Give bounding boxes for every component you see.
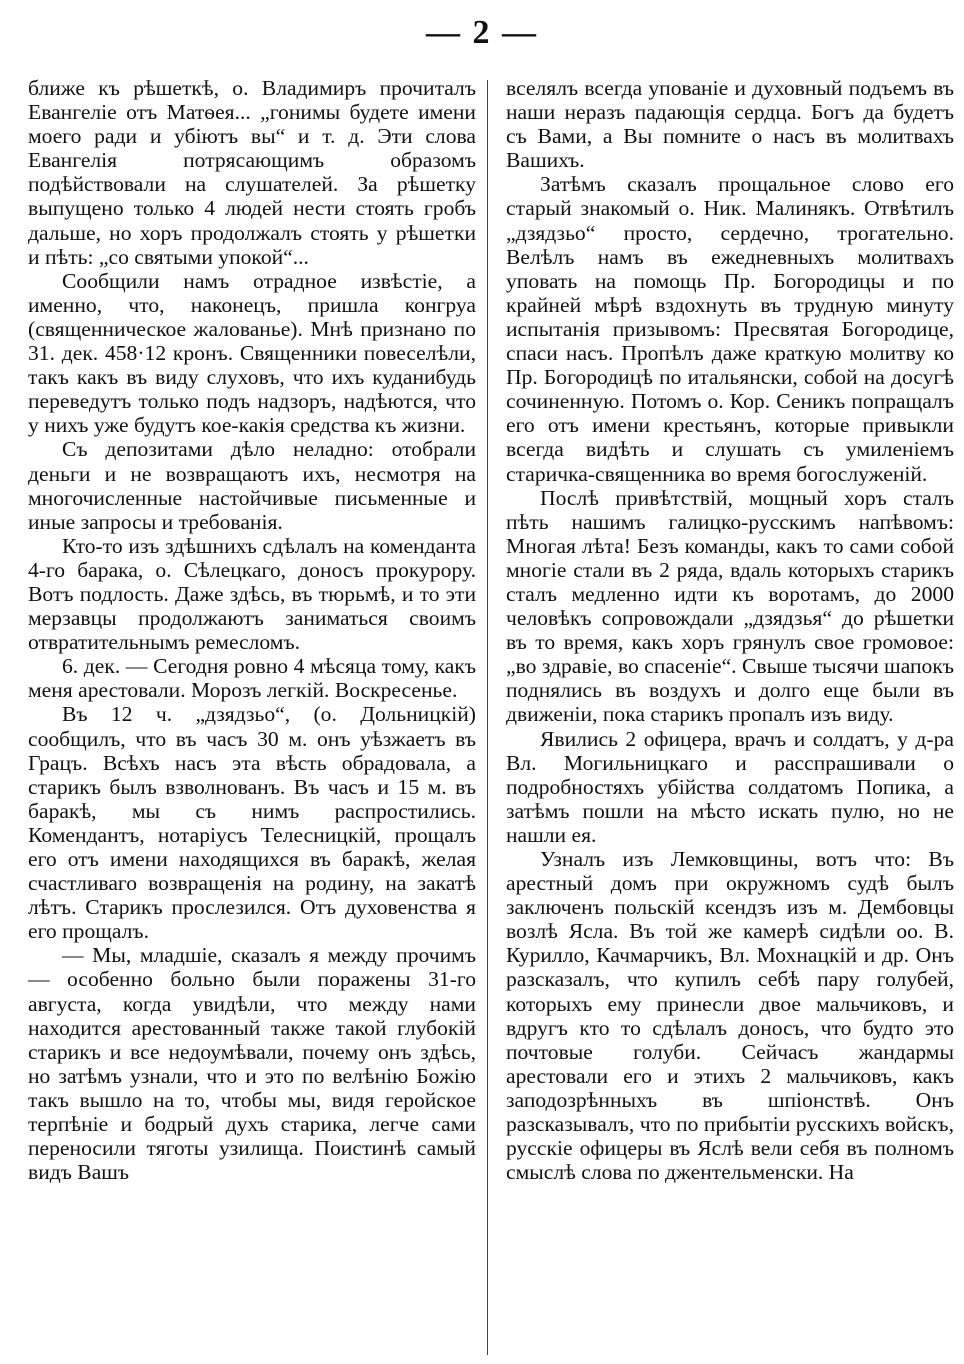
paragraph: вселялъ всегда упованіе и духовный подъемъ въ наши неразъ падающія сердца. Богъ да будетъ съ Вами, а Вы помните о насъ въ молитвахъ Вашихъ. — [506, 76, 954, 173]
text-column-left — [28, 76, 476, 1184]
paragraph: 6. дек. — Сегодня ровно 4 мѣсяца тому, какъ меня арестовали. Морозъ легкій. Воскресенье. — [28, 654, 476, 703]
paragraph: Съ депозитами дѣло неладно: отобрали деньги и не возвращаютъ ихъ, несмотря на многочисленные настойчивые письменные и иные запросы и требованія. — [28, 437, 476, 534]
text-column-right — [506, 76, 954, 1184]
paragraph: Послѣ привѣтствій, мощный хоръ сталъ пѣть нашимъ галицко-русскимъ напѣвомъ: Многая лѣта! Безъ команды, какъ то сами собой многіе стали въ 2 ряда, вдаль которыхъ старикъ сталъ медленно идти къ воротамъ, до 2000 человѣкъ сопровождали „дзядзья“ до рѣшетки въ то время, какъ хоръ грянулъ свое громовое: „во здравіе, во спасеніе“. Свыше тысячи шапокъ поднялись въ воздухъ и долго еще были въ движеніи, пока старикъ пропалъ изъ виду. — [506, 485, 954, 727]
paragraph: — Мы, младшіе, сказалъ я между прочимъ — особенно больно были поражены 31-го августа, когда увидѣли, что между нами находится арестованный также такой глубокій старикъ и все недоумѣвали, почему онъ здѣсь, но затѣмъ узнали, что и это по велѣнію Божію такъ вышло на то, чтобы мы, видя геройское терпѣніе и бодрый духъ старика, легче сами переносили тяготы узилища. Поистинѣ самый видъ Вашъ — [28, 943, 476, 1185]
paragraph: ближе къ рѣшеткѣ, о. Владимиръ прочиталъ Евангеліе отъ Матѳея... „гонимы будете имени моего ради и убіютъ вы“ и т. д. Эти слова Евангелія потрясающимъ образомъ подѣйствовали на слушателей. За рѣшетку выпущено только 4 людей нести стоять гробъ дальше, но хоръ продолжалъ стоять у рѣшетки и пѣть: „со святыми упокой“... — [28, 76, 476, 269]
paragraph: Въ 12 ч. „дзядзьо“, (о. Дольницкій) сообщилъ, что въ часъ 30 м. онъ уѣзжаетъ въ Грацъ. Всѣхъ насъ эта вѣсть обрадовала, а старикъ былъ взволнованъ. Въ часъ и 15 м. въ баракѣ, мы съ нимъ распростились. Комендантъ, нотаріусъ Телесницкій, прощалъ его отъ имени находящихся въ баракѣ, желая счастливаго возвращенія на родину, на закатѣ лѣтъ. Старикъ прослезился. Отъ духовенства я его прощалъ. — [28, 702, 476, 944]
paragraph: Кто-то изъ здѣшнихъ сдѣлалъ на коменданта 4-го барака, о. Сѣлецкаго, доносъ прокурору. Вотъ подлость. Даже здѣсь, въ тюрьмѣ, и то эти мерзавцы продолжаютъ заниматься своимъ отвратительнымъ ремесломъ. — [28, 533, 476, 655]
column-divider — [487, 80, 488, 1355]
page-number: — 2 — — [426, 14, 538, 51]
paragraph: Явились 2 офицера, врачъ и солдатъ, у д-ра Вл. Могильницкаго и расспрашивали о подробностяхъ убійства солдатомъ Попика, а затѣмъ пошли на мѣсто искать пулю, но не нашли ея. — [506, 726, 954, 847]
paragraph: Затѣмъ сказалъ прощальное слово его старый знакомый о. Ник. Малинякъ. Отвѣтилъ „дзядзьо“ просто, сердечно, трогательно. Велѣлъ намъ въ ежедневныхъ молитвахъ уповать на помощь Пр. Богородицы и по крайней мѣрѣ вздохнуть въ трудную минуту испытанія призывомъ: Пресвятая Богородице, спаси насъ. Пропѣлъ даже краткую молитву ко Пр. Богородицѣ по итальянски, собой на досугѣ сочиненную. Потомъ о. Кор. Сеникъ попращалъ его отъ имени крестьянъ, которые привыкли всегда видѣть и слушать съ умиленіемъ старичка-священника во время богослуженій. — [506, 172, 954, 486]
paragraph: Сообщили намъ отрадное извѣстіе, а именно, что, наконецъ, пришла конгруа (священническое жалованье). Мнѣ признано по 31. дек. 458·12 кронъ. Священники повеселѣли, такъ какъ въ виду слуховъ, что ихъ куданибудь переведутъ только подъ надзоръ, надѣются, что у нихъ уже будутъ кое-какія средства къ жизни. — [28, 268, 476, 438]
paragraph: Узналъ изъ Лемковщины, вотъ что: Въ арестный домъ при окружномъ судѣ былъ заключенъ польскій ксендзъ изъ м. Дембовцы возлѣ Ясла. Въ той же камерѣ сидѣли оо. В. Курилло, Качмарчикъ, Вл. Мохнацкій и др. Онъ разсказалъ, что купилъ себѣ пару голубей, которыхъ ему принесли двое мальчиковъ, и вдругъ кто то сдѣлалъ доносъ, что будто это почтовые голуби. Сейчасъ жандармы арестовали его и этихъ 2 мальчиковъ, какъ заподозрѣнныхъ въ шпіонствѣ. Онъ разсказывалъ, что по прибытіи русскихъ войскъ, русскіе офицеры въ Яслѣ вели себя въ полномъ смыслѣ слова по джентельменски. На — [506, 847, 954, 1185]
